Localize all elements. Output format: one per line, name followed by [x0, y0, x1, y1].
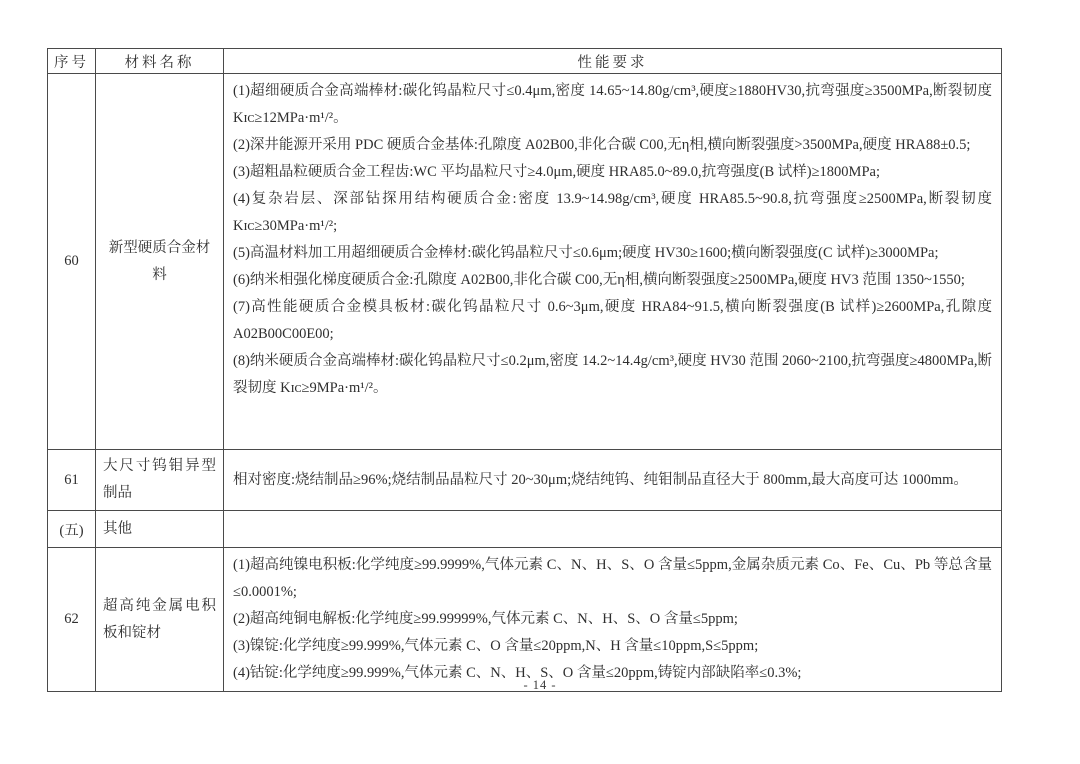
material-name-62: 超高纯金属电积板和锭材 [96, 548, 224, 692]
serial-wu: (五) [48, 511, 96, 548]
requirement-item: (7)高性能硬质合金模具板材:碳化钨晶粒尺寸 0.6~3μm,硬度 HRA84~91.5,横向断裂强度(B 试样)≥2600MPa,孔隙度 A02B00C00E00; [233, 299, 992, 342]
requirement-item: (1)超高纯镍电积板:化学纯度≥99.9999%,气体元素 C、N、H、S、O 含量≤5ppm,金属杂质元素 Co、Fe、Cu、Pb 等总含量≤0.0001%; [233, 557, 992, 600]
requirement-item: (2)超高纯铜电解板:化学纯度≥99.99999%,气体元素 C、N、H、S、O 含量≤5ppm; [233, 611, 738, 627]
requirements-wu [224, 511, 1002, 548]
requirement-item: (8)纳米硬质合金高端棒材:碳化钨晶粒尺寸≤0.2μm,密度 14.2~14.4g/cm³,硬度 HV30 范围 2060~2100,抗弯强度≥4800MPa,断裂韧度 Kɪᴄ≥9MPa·m¹/²。 [233, 353, 992, 396]
serial-61: 61 [48, 450, 96, 511]
requirements-61 [224, 450, 1002, 511]
requirements-60 [224, 74, 1002, 450]
materials-table [47, 48, 1002, 692]
requirement-item: (3)镍锭:化学纯度≥99.999%,气体元素 C、O 含量≤20ppm,N、H 含量≤10ppm,S≤5ppm; [233, 638, 759, 654]
requirement-item: (6)纳米相强化梯度硬质合金:孔隙度 A02B00,非化合碳 C00,无η相,横向断裂强度≥2500MPa,硬度 HV3 范围 1350~1550; [233, 272, 965, 288]
requirement-item: (4)复杂岩层、深部钻探用结构硬质合金:密度 13.9~14.98g/cm³,硬度 HRA85.5~90.8,抗弯强度≥2500MPa,断裂韧度 Kɪᴄ≥30MPa·m¹/²; [233, 191, 992, 234]
requirement-item: (1)超细硬质合金高端棒材:碳化钨晶粒尺寸≤0.4μm,密度 14.65~14.80g/cm³,硬度≥1880HV30,抗弯强度≥3500MPa,断裂韧度 Kɪᴄ≥12MPa·m¹/²。 [233, 83, 992, 126]
requirement-item: (2)深井能源开采用 PDC 硬质合金基体:孔隙度 A02B00,非化合碳 C00,无η相,横向断裂强度>3500MPa,硬度 HRA88±0.5; [233, 137, 971, 153]
table-row-61 [48, 450, 1002, 511]
material-name-wu: 其他 [96, 511, 224, 548]
requirement-item: 相对密度:烧结制品≥96%;烧结制品晶粒尺寸 20~30μm;烧结纯钨、纯钼制品直径大于 800mm,最大高度可达 1000mm。 [233, 471, 968, 488]
header-requirements: 性能要求 [224, 49, 1002, 74]
serial-62: 62 [48, 548, 96, 692]
table-row-wu [48, 511, 1002, 548]
requirement-item: (4)钴锭:化学纯度≥99.999%,气体元素 C、N、H、S、O 含量≤20ppm,铸锭内部缺陷率≤0.3%; [233, 665, 802, 681]
table-row-62 [48, 548, 1002, 692]
table-header-row [48, 49, 1002, 74]
serial-60: 60 [48, 74, 96, 450]
requirements-62 [224, 548, 1002, 692]
material-name-60: 新型硬质合金材料 [96, 74, 224, 450]
requirement-item: (3)超粗晶粒硬质合金工程齿:WC 平均晶粒尺寸≥4.0μm,硬度 HRA85.0~89.0,抗弯强度(B 试样)≥1800MPa; [233, 164, 880, 180]
material-name-61: 大尺寸钨钼异型制品 [96, 450, 224, 511]
table-row-60 [48, 74, 1002, 450]
requirement-item: (5)高温材料加工用超细硬质合金棒材:碳化钨晶粒尺寸≤0.6μm;硬度 HV30≥1600;横向断裂强度(C 试样)≥3000MPa; [233, 245, 939, 261]
header-material: 材料名称 [96, 49, 224, 74]
page-number: - 14 - [523, 678, 557, 692]
header-serial: 序号 [48, 49, 96, 74]
